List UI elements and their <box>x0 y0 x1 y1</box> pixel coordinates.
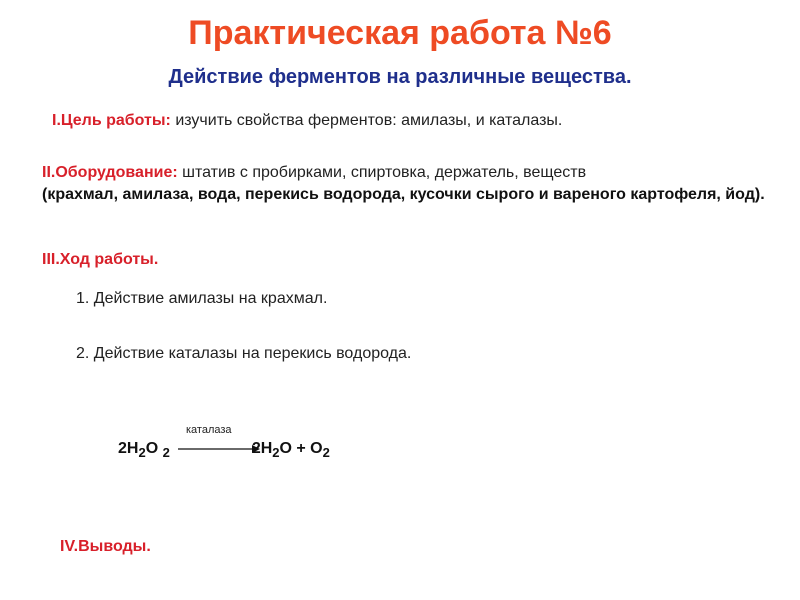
equipment-label: II.Оборудование: <box>42 164 178 181</box>
equipment-text: штатив с пробирками, спиртовка, держатель, веществ <box>177 164 587 181</box>
reactant-sub-2: 2 <box>162 445 170 460</box>
product-rest: O + O <box>279 440 323 457</box>
reactant-o: O <box>145 440 163 457</box>
procedure-step-1: 1. Действие амилазы на крахмал. <box>76 290 328 307</box>
goal-text: изучить свойства ферментов: амилазы, и каталазы. <box>170 112 563 129</box>
goal-section <box>52 112 562 130</box>
reaction-equation <box>118 440 330 458</box>
conclusions-label: IV.Выводы. <box>60 538 151 555</box>
product-sub-1: 2 <box>272 445 280 460</box>
catalyst-label: каталаза <box>186 424 232 436</box>
procedure-step-2: 2. Действие каталазы на перекись водорода. <box>76 345 412 362</box>
equipment-substances: (крахмал, амилаза, вода, перекись водорода, кусочки сырого и вареного картофеля, йод). <box>42 186 765 203</box>
product-sub-2: 2 <box>322 445 330 460</box>
page-title: Практическая работа №6 <box>188 14 612 52</box>
reactant-coef: 2H <box>118 440 139 457</box>
equipment-section <box>42 162 782 206</box>
procedure-label: III.Ход работы. <box>42 251 159 268</box>
product-coef: 2H <box>251 440 273 457</box>
page-subtitle: Действие ферментов на различные вещества. <box>168 66 632 88</box>
goal-label: I.Цель работы: <box>52 112 171 129</box>
reactant-sub-1: 2 <box>138 445 146 460</box>
